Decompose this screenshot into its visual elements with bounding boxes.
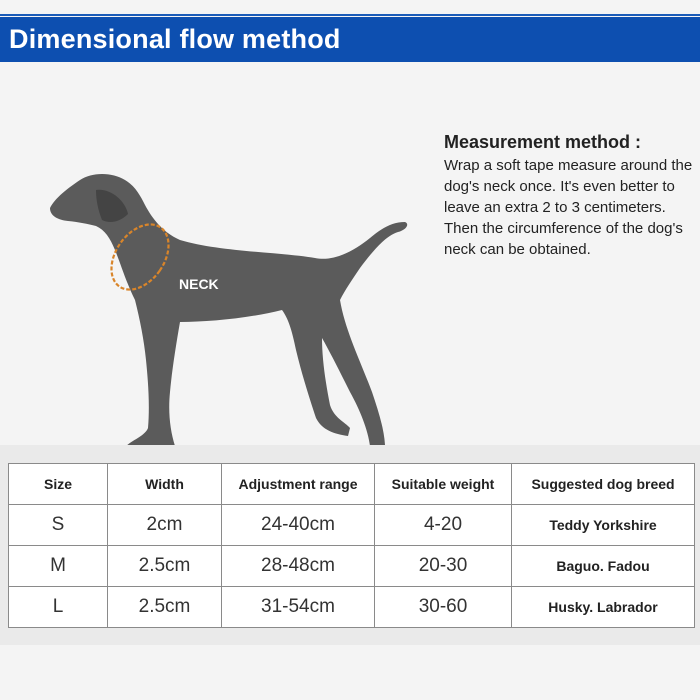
breed-cell: Baguo. Fadou: [512, 546, 695, 587]
size-cell: S: [9, 505, 108, 546]
size-cell: L: [9, 587, 108, 628]
breed-cell: Teddy Yorkshire: [512, 505, 695, 546]
header-suggested-breed: Suggested dog breed: [512, 464, 695, 505]
header-width: Width: [108, 464, 222, 505]
measurement-text: Wrap a soft tape measure around the dog's neck once. It's even better to leave an extra 2 to 3 centimeters. Then the circumference of the dog's neck can be obtained.: [444, 157, 693, 258]
measurement-heading: Measurement method :: [444, 132, 642, 152]
width-cell: 2.5cm: [108, 587, 222, 628]
table-header-row: [9, 464, 695, 505]
adjustment-cell: 24-40cm: [222, 505, 375, 546]
width-cell: 2.5cm: [108, 546, 222, 587]
adjustment-cell: 31-54cm: [222, 587, 375, 628]
page-title: Dimensional flow method: [9, 24, 341, 54]
table-row: [9, 587, 695, 628]
header-adjustment-range: Adjustment range: [222, 464, 375, 505]
width-cell: 2cm: [108, 505, 222, 546]
weight-cell: 30-60: [375, 587, 512, 628]
dog-silhouette-icon: [40, 165, 420, 455]
breed-cell: Husky. Labrador: [512, 587, 695, 628]
weight-cell: 20-30: [375, 546, 512, 587]
size-cell: M: [9, 546, 108, 587]
adjustment-cell: 28-48cm: [222, 546, 375, 587]
header-size: Size: [9, 464, 108, 505]
header-suitable-weight: Suitable weight: [375, 464, 512, 505]
table-row: [9, 546, 695, 587]
size-table: [8, 463, 695, 628]
neck-label: NECK: [179, 276, 219, 292]
size-table-area: [0, 445, 700, 645]
measurement-instructions: [444, 132, 694, 260]
header-top-line: [0, 14, 700, 16]
weight-cell: 4-20: [375, 505, 512, 546]
table-row: [9, 505, 695, 546]
